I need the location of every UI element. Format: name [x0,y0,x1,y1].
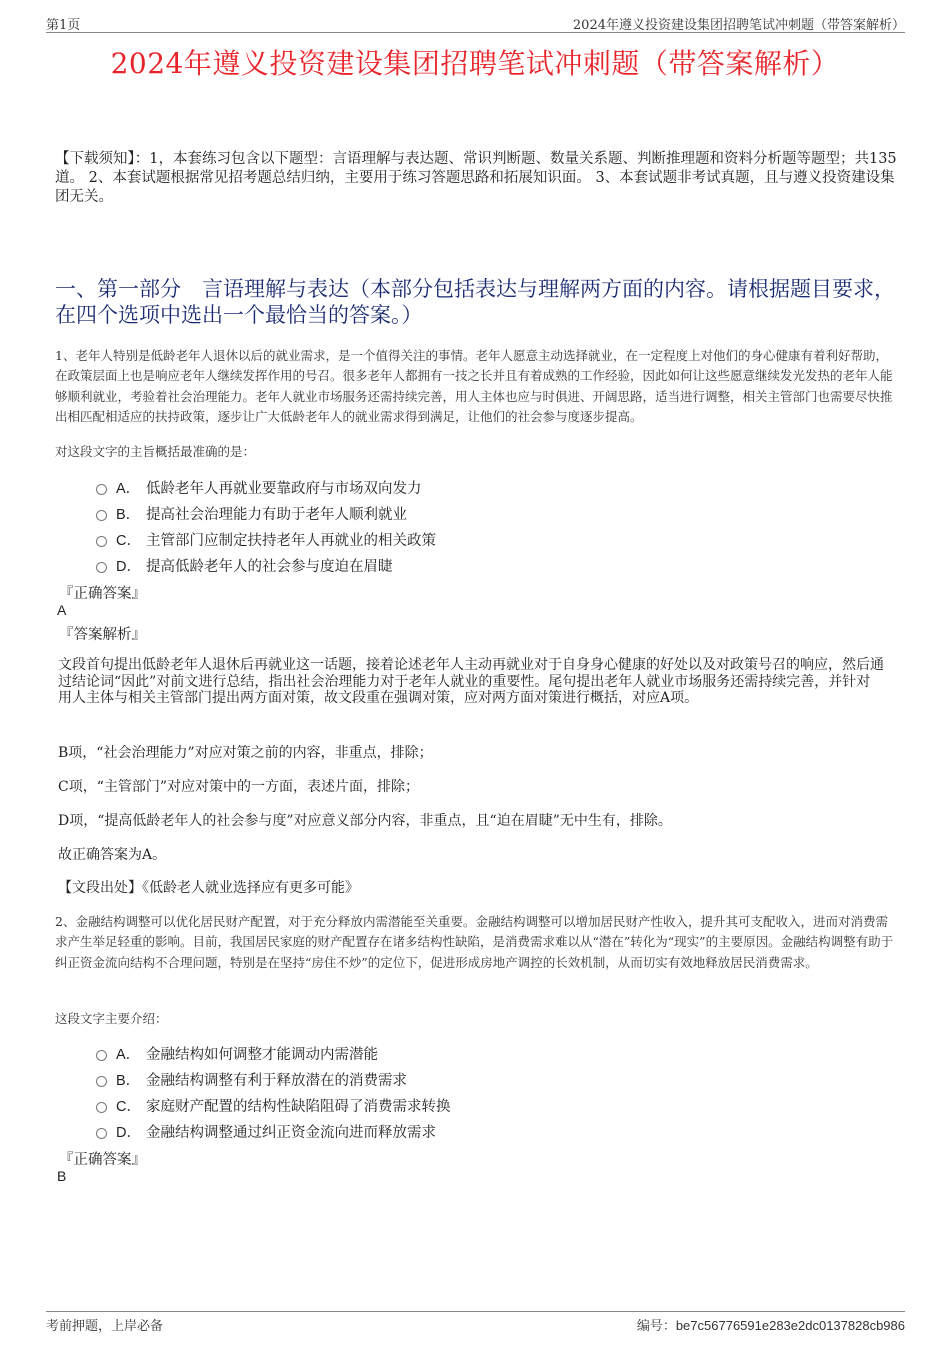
option-letter: C． [116,533,141,549]
radio-icon[interactable] [96,1076,107,1087]
question-1-source: 【文段出处】《低龄老人就业选择应有更多可能》 [58,880,359,896]
question-1-option-b[interactable] [96,503,407,524]
question-1-answer: A [57,602,67,618]
question-1-analysis-label: 『答案解析』 [59,627,146,643]
question-1-stem: 1、老年人特别是低龄老年人退休以后的就业需求，是一个值得关注的事情。老年人愿意主动选择就业，在一定程度上对他们的身心健康有着利好帮助，在政策层面上也是响应老年人继续发挥作用的号召。很多老年人都拥有一技之长并且有着成熟的工作经验，因此如何让这些愿意继续发光发热的老年人能够顺利就业，考验着社会治理能力。老年人就业市场服务还需持续完善，用人主体也应与时俱进、开阔思路，适当进行调整，相关主管部门也需要尽快推出相匹配相适应的扶持政策，逐步让广大低龄老年人的就业需求得到满足，让他们的社会参与度逐步提高。 [55,348,893,424]
question-2-stem: 2、金融结构调整可以优化居民财产配置，对于充分释放内需潜能至关重要。金融结构调整可以增加居民财产性收入，提升其可支配收入，进而对消费需求产生举足轻重的影响。目前，我国居民家庭的财产配置存在诸多结构性缺陷，是消费需求难以从“潜在”转化为“现实”的主要原因。金融结构调整有助于纠正资金流向结构不合理问题，特别是在坚持“房住不炒”的定位下，促进形成房地产调控的长效机制，从而切实有效地释放居民消费需求。 [55,914,894,970]
question-2-answer-label: 『正确答案』 [59,1152,146,1168]
radio-icon[interactable] [96,1102,107,1113]
option-letter: C． [116,1099,141,1115]
question-1-ask: 对这段文字的主旨概括最准确的是： [55,444,256,459]
option-letter: A． [116,1047,141,1063]
option-text: 主管部门应制定扶持老年人再就业的相关政策 [146,533,436,549]
header-doc-title: 2024年遵义投资建设集团招聘笔试冲刺题（带答案解析） [572,18,905,33]
footer-slogan: 考前押题，上岸必备 [46,1319,164,1334]
radio-icon[interactable] [96,562,107,573]
option-letter: B． [116,1073,141,1089]
radio-icon[interactable] [96,1128,107,1139]
section-title: 一、第一部分 言语理解与表达（本部分包括表达与理解两方面的内容。请根据题目要求，在四个选项中选出一个最恰当的答案。） [55,277,895,327]
option-letter: D． [116,559,141,575]
option-text: 提高低龄老年人的社会参与度迫在眉睫 [146,559,393,575]
option-text: 金融结构调整通过纠正资金流向进而释放需求 [146,1125,436,1141]
question-1-analysis-c: C项，“主管部门”对应对策中的一方面，表述片面，排除； [58,779,420,795]
question-1-analysis-main: 文段首句提出低龄老年人退休后再就业这一话题，接着论述老年人主动再就业对于自身身心健康的好处以及对政策号召的响应，然后通过结论词“因此”对前文进行总结，指出社会治理能力对于老年人就业的重要性。尾句提出老年人就业市场服务还需持续完善，并针对用人主体与相关主管部门提出两方面对策，故文段重在强调对策，应对两方面对策进行概括，对应A项。 [58,657,884,706]
footer-code-value: be7c56776591e283e2dc0137828cb986 [675,1318,905,1333]
option-text: 提高社会治理能力有助于老年人顺利就业 [146,507,407,523]
option-letter: B． [116,507,141,523]
question-1-conclusion: 故正确答案为A。 [58,847,167,863]
question-1-answer-label: 『正确答案』 [59,586,146,602]
footer-code-label: 编号： [636,1319,676,1334]
question-1-option-d[interactable] [96,555,393,576]
question-2-option-d[interactable] [96,1121,436,1142]
option-text: 家庭财产配置的结构性缺陷阻碍了消费需求转换 [146,1099,451,1115]
download-notice: 【下载须知】：1，本套练习包含以下题型：言语理解与表达题、常识判断题、数量关系题、判断推理题和资料分析题等题型；共135道。 2、本套试题根据常见招考题总结归纳，主要用于练习答题思路和拓展知识面。 3、本套试题非考试真题，且与遵义投资建设集团无关。 [55,151,897,205]
question-1-analysis-d: D项，“提高低龄老年人的社会参与度”对应意义部分内容，非重点，且“迫在眉睫”无中生有，排除。 [58,813,672,829]
radio-icon[interactable] [96,484,107,495]
radio-icon[interactable] [96,1050,107,1061]
option-text: 金融结构如何调整才能调动内需潜能 [146,1047,378,1063]
question-2-answer: B [57,1168,67,1184]
document-title: 2024年遵义投资建设集团招聘笔试冲刺题（带答案解析） [110,47,840,80]
radio-icon[interactable] [96,536,107,547]
page-number: 第1页 [46,18,81,33]
radio-icon[interactable] [96,510,107,521]
option-text: 金融结构调整有利于释放潜在的消费需求 [146,1073,407,1089]
question-2-option-c[interactable] [96,1095,451,1116]
question-1-analysis-b: B项，“社会治理能力”对应对策之前的内容，非重点，排除； [58,745,433,761]
question-1-option-c[interactable] [96,529,436,550]
question-2-ask: 这段文字主要介绍： [55,1011,168,1026]
question-2-option-b[interactable] [96,1069,407,1090]
page-footer [46,1311,905,1332]
footer-code [637,1315,905,1334]
option-letter: A． [116,481,141,497]
page-header [46,14,905,33]
question-1-option-a[interactable] [96,477,422,498]
option-text: 低龄老年人再就业要靠政府与市场双向发力 [146,481,422,497]
option-letter: D． [116,1125,141,1141]
question-2-option-a[interactable] [96,1043,378,1064]
